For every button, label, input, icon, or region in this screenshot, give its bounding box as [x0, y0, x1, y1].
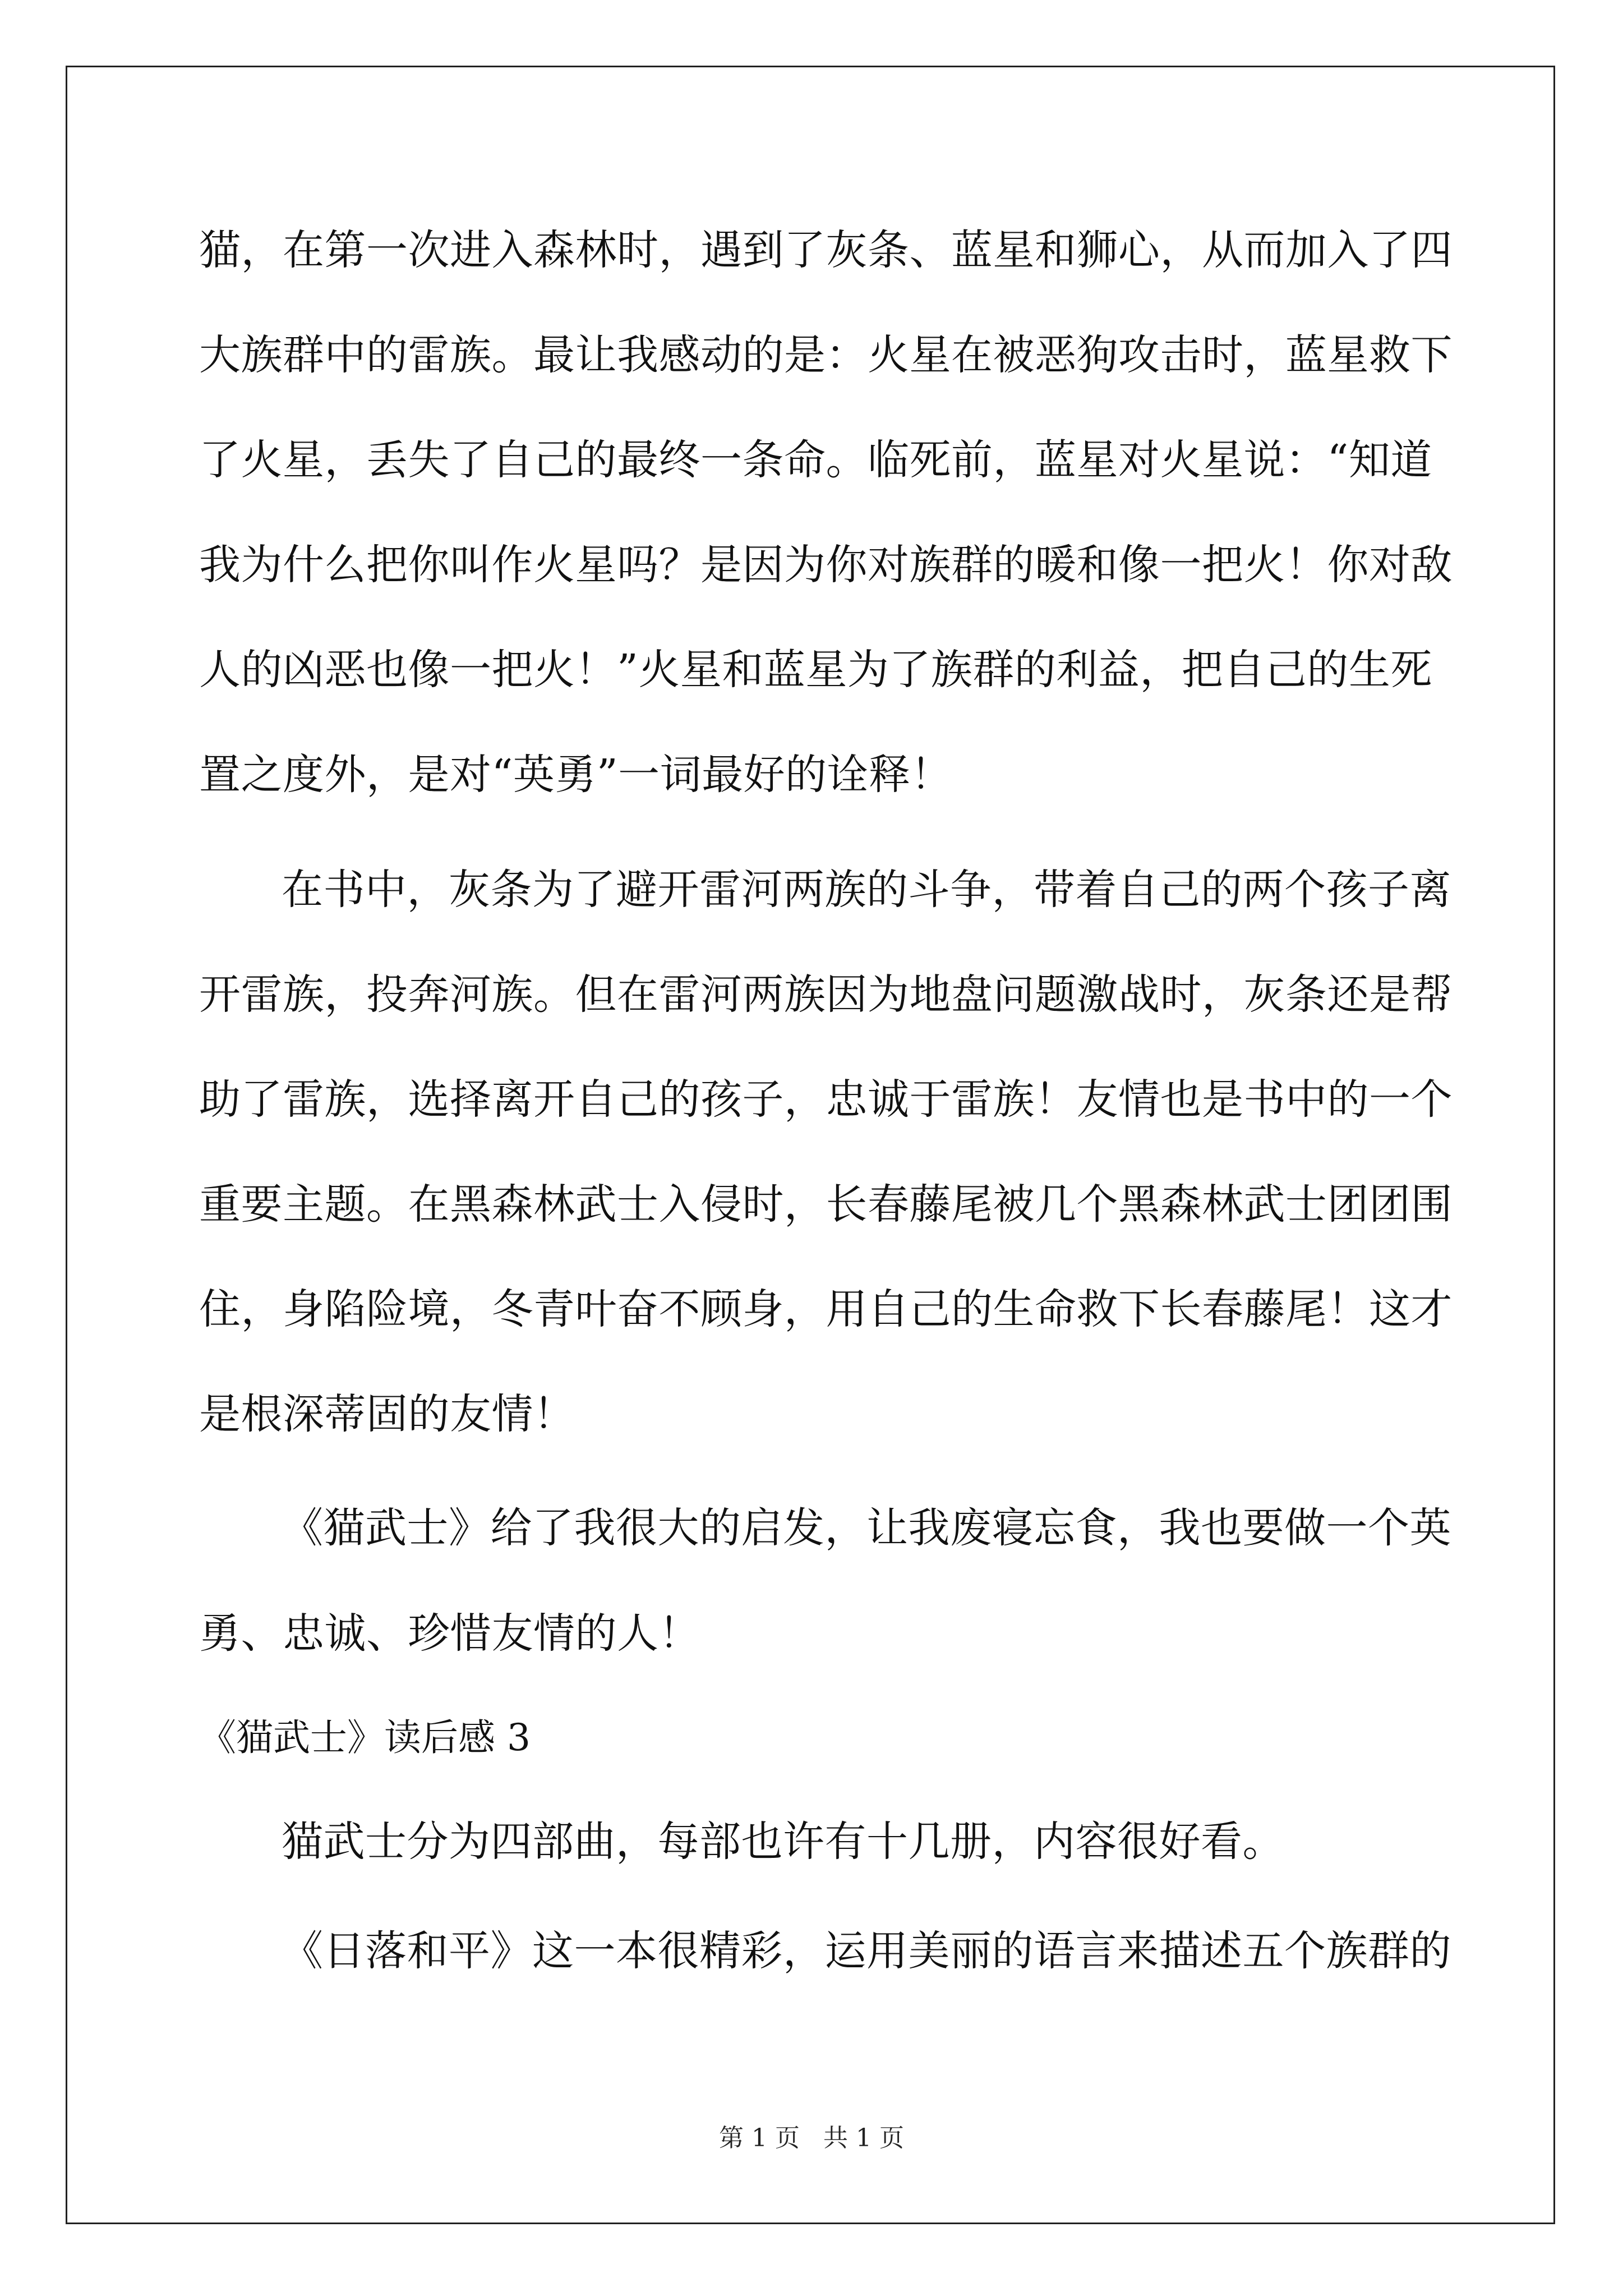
paragraph-3-line-2: 勇、忠诚、珍惜友情的人！	[199, 1609, 700, 1658]
paragraph-1-line-5: 人的凶恶也像一把火！”火星和蓝星为了族群的利益，把自己的生死	[199, 646, 1432, 694]
page-border	[66, 66, 1555, 2224]
paragraph-1-line-4: 我为什么把你叫作火星吗？是因为你对族群的暖和像一把火！你对敌	[199, 541, 1453, 589]
paragraph-2-line-1: 在书中，灰条为了避开雷河两族的斗争，带着自己的两个孩子离	[282, 866, 1451, 914]
paragraph-2-line-3: 助了雷族，选择离开自己的孩子，忠诚于雷族！友情也是书中的一个	[199, 1075, 1453, 1124]
paragraph-1-line-1: 猫，在第一次进入森林时，遇到了灰条、蓝星和狮心，从而加入了四	[199, 226, 1453, 274]
paragraph-2-line-6: 是根深蒂固的友情！	[199, 1390, 575, 1438]
paragraph-5-line-1: 《日落和平》这一本很精彩，运用美丽的语言来描述五个族群的	[282, 1927, 1451, 1975]
paragraph-1-line-6: 置之度外，是对“英勇”一词最好的诠释！	[199, 751, 953, 799]
paragraph-3-line-1: 《猫武士》给了我很大的启发，让我废寝忘食，我也要做一个英	[282, 1504, 1451, 1552]
page-number-footer: 第 1 页 共 1 页	[719, 2124, 904, 2152]
section-heading: 《猫武士》读后感 3	[199, 1716, 531, 1759]
paragraph-1-line-3: 了火星，丢失了自己的最终一条命。临死前，蓝星对火星说：“知道	[199, 436, 1432, 484]
paragraph-4-line-1: 猫武士分为四部曲，每部也许有十几册，内容很好看。	[282, 1818, 1284, 1866]
paragraph-2-line-2: 开雷族，投奔河族。但在雷河两族因为地盘问题激战时，灰条还是帮	[199, 970, 1453, 1019]
paragraph-2-line-4: 重要主题。在黑森林武士入侵时，长春藤尾被几个黑森林武士团团围	[199, 1180, 1453, 1228]
paragraph-2-line-5: 住，身陷险境，冬青叶奋不顾身，用自己的生命救下长春藤尾！这才	[199, 1285, 1453, 1333]
paragraph-1-line-2: 大族群中的雷族。最让我感动的是：火星在被恶狗攻击时，蓝星救下	[199, 331, 1453, 379]
